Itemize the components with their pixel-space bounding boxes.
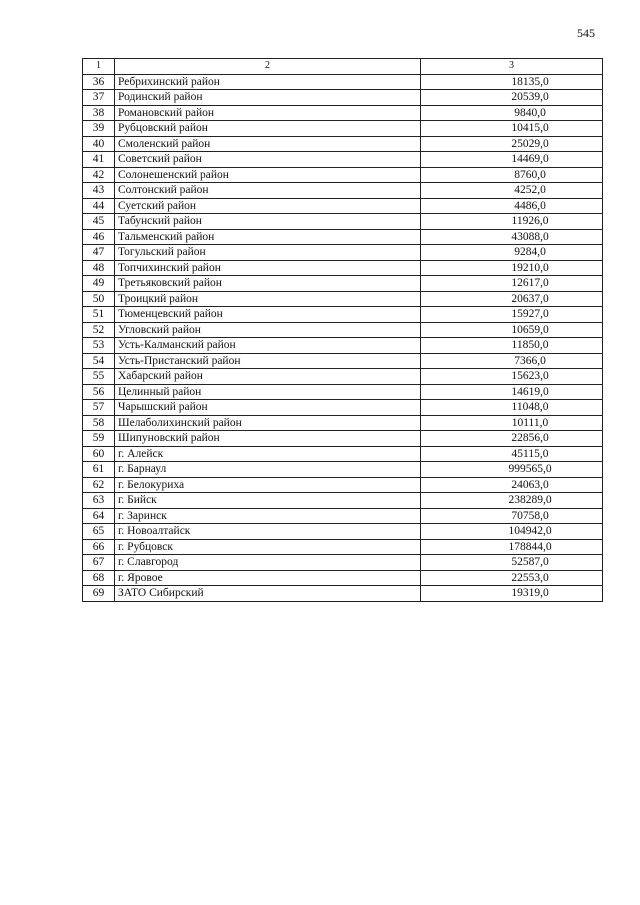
row-number-cell: 39 bbox=[83, 121, 115, 137]
row-number-cell: 55 bbox=[83, 369, 115, 385]
district-name-cell: г. Рубцовск bbox=[115, 539, 421, 555]
data-table bbox=[82, 58, 603, 602]
district-name-cell: Третьяковский район bbox=[115, 276, 421, 292]
row-number-cell: 40 bbox=[83, 136, 115, 152]
district-name-cell: Шелаболихинский район bbox=[115, 415, 421, 431]
row-number-cell: 36 bbox=[83, 74, 115, 90]
table-row bbox=[83, 477, 603, 493]
value-cell: 104942,0 bbox=[421, 524, 603, 540]
district-name-cell: Хабарский район bbox=[115, 369, 421, 385]
table-row bbox=[83, 183, 603, 199]
district-name-cell: Романовский район bbox=[115, 105, 421, 121]
row-number-cell: 51 bbox=[83, 307, 115, 323]
page-number: 545 bbox=[577, 26, 595, 40]
table-row bbox=[83, 400, 603, 416]
table-row bbox=[83, 198, 603, 214]
value-cell: 10111,0 bbox=[421, 415, 603, 431]
value-cell: 20637,0 bbox=[421, 291, 603, 307]
district-name-cell: г. Бийск bbox=[115, 493, 421, 509]
value-cell: 45115,0 bbox=[421, 446, 603, 462]
value-cell: 7366,0 bbox=[421, 353, 603, 369]
table-row bbox=[83, 586, 603, 602]
district-name-cell: Смоленский район bbox=[115, 136, 421, 152]
district-name-cell: Усть-Калманский район bbox=[115, 338, 421, 354]
row-number-cell: 69 bbox=[83, 586, 115, 602]
table-row bbox=[83, 539, 603, 555]
district-name-cell: Советский район bbox=[115, 152, 421, 168]
district-name-cell: г. Новоалтайск bbox=[115, 524, 421, 540]
value-cell: 12617,0 bbox=[421, 276, 603, 292]
value-cell: 14619,0 bbox=[421, 384, 603, 400]
table-row bbox=[83, 570, 603, 586]
value-cell: 10659,0 bbox=[421, 322, 603, 338]
district-name-cell: Троицкий район bbox=[115, 291, 421, 307]
district-name-cell: Топчихинский район bbox=[115, 260, 421, 276]
district-name-cell: Целинный район bbox=[115, 384, 421, 400]
row-number-cell: 58 bbox=[83, 415, 115, 431]
district-name-cell: Тальменский район bbox=[115, 229, 421, 245]
district-name-cell: Усть-Пристанский район bbox=[115, 353, 421, 369]
value-cell: 22856,0 bbox=[421, 431, 603, 447]
table-row bbox=[83, 105, 603, 121]
table-row bbox=[83, 462, 603, 478]
value-cell: 11048,0 bbox=[421, 400, 603, 416]
header-cell-value: 3 bbox=[421, 59, 603, 75]
value-cell: 43088,0 bbox=[421, 229, 603, 245]
value-cell: 52587,0 bbox=[421, 555, 603, 571]
row-number-cell: 43 bbox=[83, 183, 115, 199]
district-name-cell: Суетский район bbox=[115, 198, 421, 214]
row-number-cell: 38 bbox=[83, 105, 115, 121]
table-row bbox=[83, 245, 603, 261]
value-cell: 10415,0 bbox=[421, 121, 603, 137]
row-number-cell: 57 bbox=[83, 400, 115, 416]
row-number-cell: 65 bbox=[83, 524, 115, 540]
value-cell: 19319,0 bbox=[421, 586, 603, 602]
district-name-cell: Чарышский район bbox=[115, 400, 421, 416]
table-row bbox=[83, 322, 603, 338]
row-number-cell: 49 bbox=[83, 276, 115, 292]
table-row bbox=[83, 555, 603, 571]
table-row bbox=[83, 493, 603, 509]
row-number-cell: 62 bbox=[83, 477, 115, 493]
row-number-cell: 46 bbox=[83, 229, 115, 245]
value-cell: 238289,0 bbox=[421, 493, 603, 509]
value-cell: 70758,0 bbox=[421, 508, 603, 524]
district-name-cell: Тогульский район bbox=[115, 245, 421, 261]
district-name-cell: Угловский район bbox=[115, 322, 421, 338]
value-cell: 19210,0 bbox=[421, 260, 603, 276]
table-row bbox=[83, 90, 603, 106]
table-row bbox=[83, 353, 603, 369]
row-number-cell: 48 bbox=[83, 260, 115, 276]
row-number-cell: 54 bbox=[83, 353, 115, 369]
district-name-cell: Табунский район bbox=[115, 214, 421, 230]
value-cell: 9284,0 bbox=[421, 245, 603, 261]
table-row bbox=[83, 338, 603, 354]
district-name-cell: Солонешенский район bbox=[115, 167, 421, 183]
row-number-cell: 42 bbox=[83, 167, 115, 183]
table-row bbox=[83, 152, 603, 168]
row-number-cell: 45 bbox=[83, 214, 115, 230]
value-cell: 11850,0 bbox=[421, 338, 603, 354]
district-name-cell: г. Белокуриха bbox=[115, 477, 421, 493]
table-row bbox=[83, 307, 603, 323]
value-cell: 15623,0 bbox=[421, 369, 603, 385]
district-name-cell: г. Алейск bbox=[115, 446, 421, 462]
value-cell: 178844,0 bbox=[421, 539, 603, 555]
header-cell-number: 1 bbox=[83, 59, 115, 75]
table-row bbox=[83, 369, 603, 385]
table-row bbox=[83, 291, 603, 307]
table-row bbox=[83, 446, 603, 462]
value-cell: 4252,0 bbox=[421, 183, 603, 199]
table-row bbox=[83, 136, 603, 152]
district-name-cell: ЗАТО Сибирский bbox=[115, 586, 421, 602]
row-number-cell: 60 bbox=[83, 446, 115, 462]
table-row bbox=[83, 384, 603, 400]
district-name-cell: г. Яровое bbox=[115, 570, 421, 586]
district-name-cell: Родинский район bbox=[115, 90, 421, 106]
district-name-cell: Рубцовский район bbox=[115, 121, 421, 137]
district-name-cell: г. Барнаул bbox=[115, 462, 421, 478]
table-row bbox=[83, 524, 603, 540]
value-cell: 15927,0 bbox=[421, 307, 603, 323]
header-cell-name: 2 bbox=[115, 59, 421, 75]
row-number-cell: 53 bbox=[83, 338, 115, 354]
value-cell: 14469,0 bbox=[421, 152, 603, 168]
value-cell: 18135,0 bbox=[421, 74, 603, 90]
row-number-cell: 67 bbox=[83, 555, 115, 571]
table-header bbox=[83, 59, 603, 75]
row-number-cell: 52 bbox=[83, 322, 115, 338]
value-cell: 999565,0 bbox=[421, 462, 603, 478]
value-cell: 22553,0 bbox=[421, 570, 603, 586]
table-row bbox=[83, 276, 603, 292]
district-name-cell: Ребрихинский район bbox=[115, 74, 421, 90]
header-row bbox=[83, 59, 603, 75]
table-row bbox=[83, 508, 603, 524]
table-body bbox=[83, 74, 603, 601]
district-name-cell: Солтонский район bbox=[115, 183, 421, 199]
table-row bbox=[83, 74, 603, 90]
row-number-cell: 50 bbox=[83, 291, 115, 307]
row-number-cell: 68 bbox=[83, 570, 115, 586]
row-number-cell: 47 bbox=[83, 245, 115, 261]
row-number-cell: 56 bbox=[83, 384, 115, 400]
table-row bbox=[83, 431, 603, 447]
table-row bbox=[83, 121, 603, 137]
district-name-cell: Шипуновский район bbox=[115, 431, 421, 447]
district-name-cell: г. Заринск bbox=[115, 508, 421, 524]
row-number-cell: 63 bbox=[83, 493, 115, 509]
row-number-cell: 66 bbox=[83, 539, 115, 555]
value-cell: 9840,0 bbox=[421, 105, 603, 121]
district-name-cell: г. Славгород bbox=[115, 555, 421, 571]
row-number-cell: 59 bbox=[83, 431, 115, 447]
value-cell: 4486,0 bbox=[421, 198, 603, 214]
table-row bbox=[83, 167, 603, 183]
value-cell: 11926,0 bbox=[421, 214, 603, 230]
table-row bbox=[83, 260, 603, 276]
value-cell: 20539,0 bbox=[421, 90, 603, 106]
row-number-cell: 44 bbox=[83, 198, 115, 214]
value-cell: 25029,0 bbox=[421, 136, 603, 152]
row-number-cell: 61 bbox=[83, 462, 115, 478]
value-cell: 8760,0 bbox=[421, 167, 603, 183]
row-number-cell: 64 bbox=[83, 508, 115, 524]
table-row bbox=[83, 415, 603, 431]
value-cell: 24063,0 bbox=[421, 477, 603, 493]
district-name-cell: Тюменцевский район bbox=[115, 307, 421, 323]
table-row bbox=[83, 214, 603, 230]
row-number-cell: 41 bbox=[83, 152, 115, 168]
table-row bbox=[83, 229, 603, 245]
row-number-cell: 37 bbox=[83, 90, 115, 106]
